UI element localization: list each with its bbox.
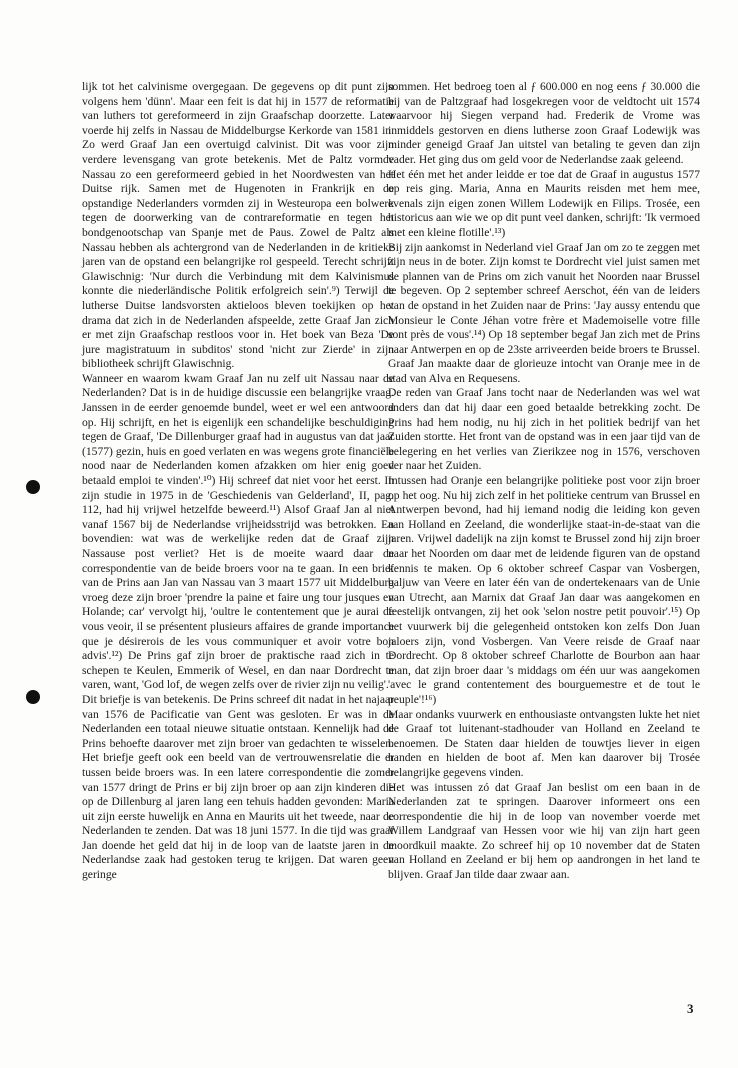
paragraph: Bij zijn aankomst in Nederland viel Graaf Jan om zo te zeggen met zijn neus in de boter. Zijn komst te Dordrecht viel juist samen met de plannen van de Prins om zich vanuit het Noorden naar Brussel te begeven. Op 2 september schreef Aerschot, één van de leiders van de opstand in het Zuiden naar de Prins: 'Jay aussy entendu que Monsieur le Conte Jéhan votre frère et Mademoiselle votre fille sont près de vous'.¹⁴) Op 18 september begaf Jan zich met de Prins naar Antwerpen en op de 23ste arriveerden beide broers te Brussel. Graaf Jan maakte daar de glorieuze intocht van Oranje mee in de stad van Alva en Requesens. [388, 240, 700, 385]
paragraph: Intussen had Oranje een belangrijke politieke post voor zijn broer op het oog. Nu hij zich zelf in het politieke centrum van Brussel en Antwerpen bevond, had hij iemand nodig die leiding kon geven aan Holland en Zeeland, die wonderlijke staat-in-de-staat van die jaren. Vrijwel dadelijk na zijn komst te Brussel zond hij zijn broer naar het Noorden om daar met de leidende figuren van de opstand kennis te maken. Op 6 oktober schreef Caspar van Vosbergen, baljuw van Veere en later één van de ondertekenaars van de Unie van Utrecht, aan Marnix dat Graaf Jan daar was aangekomen en feestelijk ontvangen, zij het ook 'selon nostre petit pouvoir'.¹⁵) Op het vuurwerk bij die gelegenheid ontstoken kon zelfs Don Juan jaloers zijn, vond Vosbergen. Van Veere reisde de Graaf naar Dordrecht. Op 8 oktober schreef Charlotte de Bourbon aan haar man, dat zijn broer daar 's middags om één uur was aangekomen 'avec le grand contentement des bourguemestre et de tout le peuple'!¹⁶) [388, 474, 700, 706]
punch-hole-lower [26, 690, 40, 704]
paragraph: Dit briefje is van betekenis. De Prins schreef dit nadat in het najaar van 1576 de Pacificatie van Gent was gesloten. Er was in de Nederlanden een totaal nieuwe situatie ontstaan. Kennelijk had de Prins behoefte daarover met zijn broer van gedachten te wisselen. Het briefje geeft ook een beeld van de vertrouwensrelatie die er tussen beide broers was. In een latere correspondentie die zomer van 1577 dringt de Prins er bij zijn broer op aan zijn kinderen die op de Dillenburg al jaren lang een tehuis hadden gevonden: Maria uit zijn eerste huwelijk en Anna en Maurits uit het tweede, naar de Nederlanden te zenden. Dat was 18 juni 1577. In die tijd was graaf Jan doende het geld dat hij in de loop van de laatste jaren in de Nederlandse zaak had gestoken terug te krijgen. Dat waren geen geringe [82, 692, 394, 882]
page-number: 3 [687, 1001, 694, 1016]
paragraph: lijk tot het calvinisme overgegaan. De gegevens op dit punt zijn volgens hem 'dünn'. Maar een feit is dat hij in 1577 de reformatie van luthers tot gereformeerd in zijn Graafschap doorzette. Later voerde hij zelfs in Nassau de Middelburgse Kerkorde van 1581 in. Zo werd Graaf Jan een overtuigd calvinist. Dit was voor zijn verdere levensgang van grote betekenis. Met de Paltz vormde Nassau zo een gereformeerd gebied in het Noordwesten van het Duitse rijk. Samen met de Hugenoten in Frankrijk en de opstandige Nederlanders vormden zij in Westeuropa een bolwerk tegen de doorwerking van de contrareformatie en tegen het bondgenootschap van Spanje met de Paus. Zowel de Paltz als Nassau hebben als achtergrond van de Nederlanden in de kritieke jaren van de opstand een belangrijke rol gespeeld. Terecht schrijft Glawischnig: 'Nur durch die Verbindung mit dem Kalvinismus konnte die niederländische Politik erfolgreich sein'.⁹) Terwijl de lutherse Duitse landsvorsten aktieloos bleven toekijken op het drama dat zich in de Nederlanden afspeelde, zette Graaf Jan zich er met zijn Graafschap restloos voor in. Het boek van Beza 'De jure magistratuum in subditos' stond 'nicht zur Zierde' in zijn bibliotheek schrijft Glawischnig. [82, 80, 394, 371]
paragraph: Maar ondanks vuurwerk en enthousiaste ontvangsten lukte het niet de Graaf tot luitenant-stadhouder van Holland en Zeeland te benoemen. De Staten daar hielden de touwtjes liever in eigen handen en hielden de boot af. Men kan daarover bij Trosée belangrijke gegevens vinden. [388, 707, 700, 779]
paragraph: Het was intussen zó dat Graaf Jan beslist om een baan in de Nederlanden zat te springen. Daarover informeert ons een correspondentie die hij in de loop van november voerde met Willem Landgraaf van Hessen voor wie hij van zijn hart geen moordkuil maakte. Zo schreef hij op 10 november dat de Staten van Holland en Zeeland er bij hem op aandrongen in het land te blijven. Graaf Jan tilde daar zwaar aan. [388, 780, 700, 882]
paragraph: Het één met het ander leidde er toe dat de Graaf in augustus 1577 op reis ging. Maria, Anna en Maurits reisden met hem mee, evenals zijn eigen zonen Willem Lodewijk en Filips. Trosée, een historicus aan wie we op dit punt veel danken, schrijft: 'Ik vermoed met een kleine flotille'.¹³) [388, 167, 700, 239]
punch-hole-upper [26, 480, 40, 494]
paragraph: De reden van Graaf Jans tocht naar de Nederlanden was wel wat anders dan dat hij daar een goed betaalde betrekking zocht. De Prins had hem nodig, nu hij zich in het politiek bedrijf van het Zuiden stortte. Het front van de opstand was in een jaar tijd van de belegering en het verlies van Zierikzee nog in 1576, verschoven ver naar het Zuiden. [388, 386, 700, 473]
paragraph: sommen. Het bedroeg toen al ƒ 600.000 en nog eens ƒ 30.000 die hij van de Paltzgraaf had losgekregen voor de veldtocht uit 1574 waarvoor hij Siegen verpand had. Frederik de Vrome was inmiddels gestorven en diens lutherse zoon Graaf Lodewijk was minder geneigd Graaf Jan uitstel van betaling te geven dan zijn vader. Het ging dus om geld voor de Nederlandse zaak geleend. [388, 80, 700, 166]
paragraph: Wanneer en waarom kwam Graaf Jan nu zelf uit Nassau naar de Nederlanden? Dat is in de huidige discussie een belangrijke vraag. Janssen in de eerder genoemde bundel, weet er wel een antwoord op. Hij schrijft, en het is eigenlijk een schandelijke beschuldiging tegen de Graaf, 'De Dillenburger graaf had in augustus van dat jaar (1577) gezin, huis en goed verlaten en was wegens grote financiële nood naar de Nederlanden komen afzakken om hier enig goed betaald emploi te vinden'.¹⁰) Hij schreef dat niet voor het eerst. In zijn studie in 1975 in de 'Geschiedenis van Gelderland', II, pag. 112, had hij vrijwel hetzelfde beweerd.¹¹) Alsof Graaf Jan al niet vanaf 1567 bij de Nederlandse vrijheidsstrijd was betrokken. En bovendien: wat was de werkelijke reden dat de Graaf zijn Nassause post verliet? Het is de moeite waard daar de correspondentie van de beide broers voor na te gaan. In een brief van de Prins aan Jan van Nassau van 3 maart 1577 uit Middelburg vroeg deze zijn broer 'prendre la paine et faire ung tour jusques en Holande; car' vervolgt hij, 'oultre le contentement que je aurai de vous veoir, il se présentent plusieurs affaires de grande importance que je désirerois de les vous communiquer et avoir votre bon advis'.¹²) De Prins gaf zijn broer de praktische raad zich in te schepen te Keulen, Emmerik of Wesel, en dan naar Dordrecht te varen, want, 'God lof, de wegen zelfs over de rivier zijn nu veilig'. [82, 371, 394, 692]
left-column [82, 80, 394, 883]
right-column [388, 80, 700, 883]
